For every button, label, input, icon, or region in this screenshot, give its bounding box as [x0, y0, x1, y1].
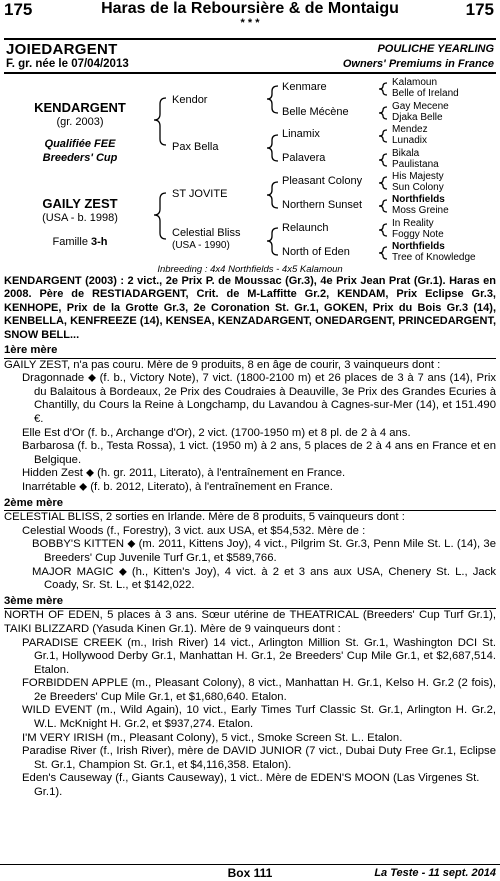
section-first-dam: 1ère mère — [4, 344, 496, 359]
ped-g4-5: Mendez — [392, 124, 428, 135]
page-header — [0, 0, 500, 40]
ped-ssd: Belle Mécène — [282, 106, 349, 118]
horse-birth: F. gr. née le 07/04/2013 — [6, 58, 129, 70]
catalogue-body — [4, 275, 496, 800]
sire-name: KENDARGENT — [34, 100, 126, 115]
third-dam-produce-3: WILD EVENT (m., Wild Again), 10 vict., Early Times Turf Classic St. Gr.1, Arlington H. Gr.2, W.L. McKnight H. Gr.2, et $937,274. Etalon. — [22, 704, 496, 731]
page-number-right: 175 — [465, 0, 494, 19]
ped-sds: Linamix — [282, 128, 320, 140]
ped-g4-9: His Majesty — [392, 171, 444, 182]
ped-g4-2: Belle of Ireland — [392, 88, 459, 99]
first-dam-intro: GAILY ZEST, n'a pas couru. Mère de 9 produits, 8 en âge de courir, 3 vainqueurs dont : — [4, 358, 441, 371]
ped-g4-10: Sun Colony — [392, 182, 444, 193]
dam-family-code: 3-h — [91, 236, 108, 248]
ped-g4-4: Djaka Belle — [392, 112, 443, 123]
section-second-dam: 2ème mère — [4, 497, 496, 512]
ped-g4-16: Tree of Knowledge — [392, 252, 476, 263]
second-dam-grandproduce-2: MAJOR MAGIC ⬥ (h., Kitten's Joy), 4 vict. à 2 et 3 ans aux USA, Chenery St. L., Jack Coady, Sr. St. L., et $142,022. — [32, 565, 496, 592]
ped-dd-info: (USA - 1990) — [172, 240, 230, 251]
sire-note-2: Breeders' Cup — [42, 152, 118, 164]
third-dam-produce-6: Eden's Causeway (f., Giants Causeway), 1 vict.. Mère de EDEN'S MOON (Las Virgenes St. Gr.1). — [22, 772, 480, 799]
dam-family-label: Famille — [52, 236, 91, 248]
second-dam-intro: CELESTIAL BLISS, 2 sorties en Irlande. Mère de 8 produits, 5 vainqueurs dont : — [4, 511, 405, 524]
first-dam-produce-1: Dragonnade ⬥ (f. b., Victory Note), 7 vict. (1800-2100 m) et 26 places de 3 à 7 ans (14), Prix du Balaitous à Bordeaux, 2e Prix des Coudraies à Deauville, 3e Prix des Grandes Ecuries à Chantilly, du Cours la Reine à Longchamp, du Lavandou à Cagnes-sur-Mer (14), et 151.490 €. — [22, 372, 496, 425]
horse-name: JOIEDARGENT — [6, 41, 118, 58]
ped-g4-1: Kalamoun — [392, 77, 438, 88]
ped-g4-12: Moss Greine — [392, 205, 449, 216]
ped-g4-11: Northfields — [392, 194, 445, 205]
title-stars: * * * — [240, 17, 260, 29]
dam-info: (USA - b. 1998) — [42, 212, 118, 224]
ped-g4-6: Lunadix — [392, 135, 428, 146]
ped-g4-3: Gay Mecene — [392, 101, 449, 112]
ped-dss: Pleasant Colony — [282, 175, 363, 187]
box-number: Box 111 — [227, 866, 273, 880]
ped-dd: Celestial Bliss — [172, 227, 241, 239]
first-dam-produce-5: Inarrétable ⬥ (f. b. 2012, Literato), à l'entraînement en France. — [22, 480, 333, 493]
third-dam-produce-4: I'M VERY IRISH (m., Pleasant Colony), 5 vict., Smoke Screen St. L.. Etalon. — [22, 731, 403, 744]
owners-premiums: Owners' Premiums in France — [342, 58, 494, 70]
second-dam-produce-1: Celestial Woods (f., Forestry), 3 vict. aux USA, et $54,532. Mère de : — [22, 524, 366, 537]
second-dam-grandproduce-1: BOBBY'S KITTEN ⬥ (m. 2011, Kittens Joy), 4 vict., Pilgrim St. Gr.3, Penn Mile St. L. (14), 3e Breeders' Cup Juvenile Turf Gr.1, et $589,766. — [32, 538, 496, 564]
stud-title: Haras de la Reboursière & de Montaigu — [101, 0, 399, 17]
dam-family — [10, 236, 150, 248]
ped-sss: Kenmare — [282, 81, 327, 93]
ped-sdd: Palavera — [282, 152, 326, 164]
horse-category: POULICHE YEARLING — [377, 43, 494, 55]
horse-name-box — [4, 38, 496, 74]
third-dam-produce-1: PARADISE CREEK (m., Irish River) 14 vict., Arlington Million St. Gr.1, Washington DCI St. Gr.1, Hollywood Derby Gr.1, Manhattan H. Gr.1, 2e Breeders' Cup Mile Gr.1, et $2,687,514. Etalon. — [22, 636, 496, 676]
ped-ss: Kendor — [172, 94, 208, 106]
ped-g4-8: Paulistana — [392, 159, 439, 170]
dam-name: GAILY ZEST — [42, 196, 118, 211]
third-dam-produce-5: Paradise River (f., Irish River), mère de DAVID JUNIOR (7 vict., Dubai Duty Free Gr.1, Eclipse St. Gr.1, Champion St. Gr.1, et $4,116,358. Etalon). — [22, 745, 496, 771]
page-footer — [0, 864, 500, 881]
first-dam-produce-4: Hidden Zest ⬥ (h. gr. 2011, Literato), à l'entraînement en France. — [22, 467, 346, 480]
sire-summary: KENDARGENT (2003) : 2 vict., 2e Prix P. de Moussac (Gr.3), 4e Prix Jean Prat (Gr.1). Haras en 2008. Père de RESTIADARGENT, Crit. de M-Laffitte Gr.2, KENDAM, Prix Eclipse Gr.3, KENHOPE, Prix de la Grotte Gr.3, 2e Coronation St. Gr.1, GOKEN, Prix du Bois Gr.3 (14), KENBELLA, KENFREEZE (14), KENSEA, KENZADARGENT, ONEDARGENT, PRINCEDARGENT, SNOW BELL... — [4, 275, 496, 341]
sire-note-1: Qualifiée FEE — [44, 138, 116, 150]
section-third-dam: 3ème mère — [4, 595, 496, 610]
sire-info: (gr. 2003) — [56, 116, 104, 128]
ped-ds: ST JOVITE — [172, 188, 228, 200]
third-dam-intro: NORTH OF EDEN, 5 places à 3 ans. Sœur utérine de THEATRICAL (Breeders' Cup Turf Gr.1), TAIKI BLIZZARD (Yasuda Kinen Gr.1). Mère de 9 vainqueurs dont : — [4, 609, 496, 635]
first-dam-produce-2: Elle Est d'Or (f. b., Archange d'Or), 2 vict. (1700-1950 m) et 8 pl. de 2 à 4 ans. — [22, 426, 411, 439]
ped-g4-14: Foggy Note — [392, 229, 444, 240]
inbreeding-note: Inbreeding : 4x4 Northfields - 4x5 Kalamoun — [157, 264, 343, 275]
pedigree — [0, 72, 500, 262]
ped-dsd: Northern Sunset — [282, 199, 363, 211]
ped-dds: Relaunch — [282, 222, 329, 234]
first-dam-produce-3: Barbarosa (f. b., Testa Rossa), 1 vict. (1950 m) à 2 ans, 5 places de 2 à 4 ans en France et en Belgique. — [22, 440, 496, 466]
ped-g4-13: In Reality — [392, 218, 434, 229]
page-number-left: 175 — [4, 0, 33, 19]
ped-g4-7: Bikala — [392, 148, 420, 159]
ped-ddd: North of Eden — [282, 246, 350, 258]
third-dam-produce-2: FORBIDDEN APPLE (m., Pleasant Colony), 8 vict., Manhattan H. Gr.1, Kelso H. Gr.2 (2 fois), 2e Breeders' Cup Mile Gr.1, et $1,680,640. Etalon. — [22, 677, 496, 703]
ped-sd: Pax Bella — [172, 141, 219, 153]
sale-location-date: La Teste - 11 sept. 2014 — [374, 867, 496, 879]
ped-g4-15: Northfields — [392, 241, 445, 252]
